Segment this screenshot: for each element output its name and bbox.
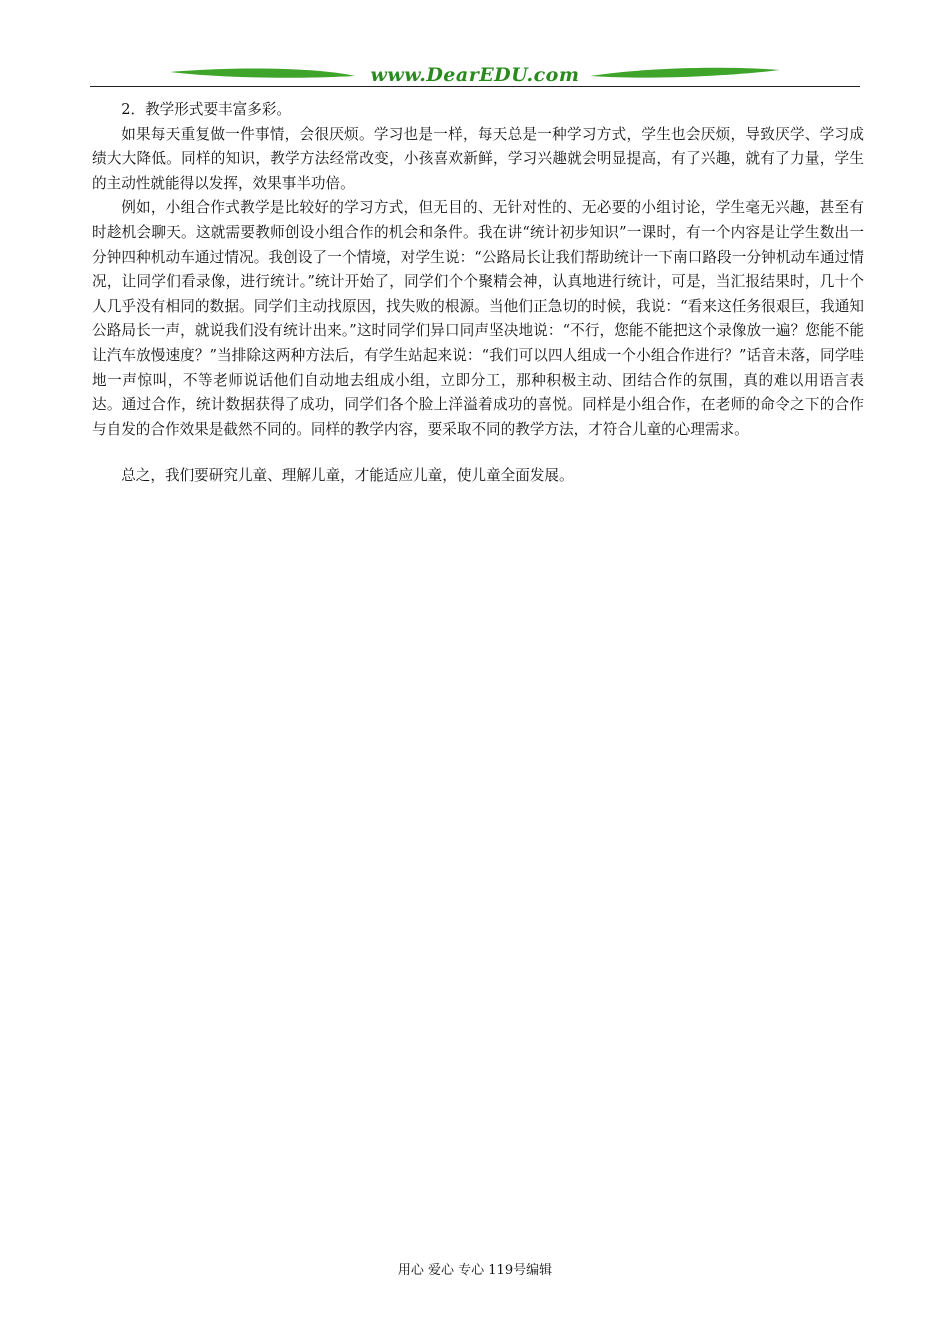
site-logo[interactable]: www.DearEDU.com [370,64,580,86]
header-divider [90,86,860,87]
paragraph: 如果每天重复做一件事情，会很厌烦。学习也是一样，每天总是一种学习方式，学生也会厌烦，导致厌学、学习成绩大大降低。同样的知识，教学方法经常改变，小孩喜欢新鲜，学习兴趣就会明显提高，有了兴趣，就有了力量，学生的主动性就能得以发挥，效果事半功倍。 [92,125,864,192]
conclusion-paragraph: 总之，我们要研究儿童、理解儿童，才能适应儿童，使儿童全面发展。 [121,467,574,485]
section-heading: 2．教学形式要丰富多彩。 [121,101,292,118]
page-footer: 用心 爱心 专心 119号编辑 [397,1263,553,1278]
page-header [90,62,860,88]
document-body [92,98,864,489]
paragraph: 例如，小组合作式教学是比较好的学习方式，但无目的、无针对性的、无必要的小组讨论，学生毫无兴趣，甚至有时趁机会聊天。这就需要教师创设小组合作的机会和条件。我在讲“统计初步知识”一课时，有一个内容是让学生数出一分钟四种机动车通过情况。我创设了一个情境，对学生说：“公路局长让我们帮助统计一下南口路段一分钟机动车通过情况，让同学们看录像，进行统计。”统计开始了，同学们个个聚精会神，认真地进行统计，可是，当汇报结果时，几十个人几乎没有相同的数据。同学们主动找原因，找失败的根源。当他们正急切的时候，我说：“看来这任务很艰巨，我通知公路局长一声，就说我们没有统计出来。”这时同学们异口同声坚决地说：“不行，您能不能把这个录像放一遍？您能不能让汽车放慢速度？”当排除这两种方法后，有学生站起来说：“我们可以四人组成一个小组合作进行？”话音未落，同学哇地一声惊叫，不等老师说话他们自动地去组成小组，立即分工，那种积极主动、团结合作的氛围，真的难以用语言表达。通过合作，统计数据获得了成功，同学们各个脸上洋溢着成功的喜悦。同样是小组合作，在老师的命令之下的合作与自发的合作效果是截然不同的。同样的教学内容，要采取不同的教学方法，才符合儿童的心理需求。 [92,199,864,438]
